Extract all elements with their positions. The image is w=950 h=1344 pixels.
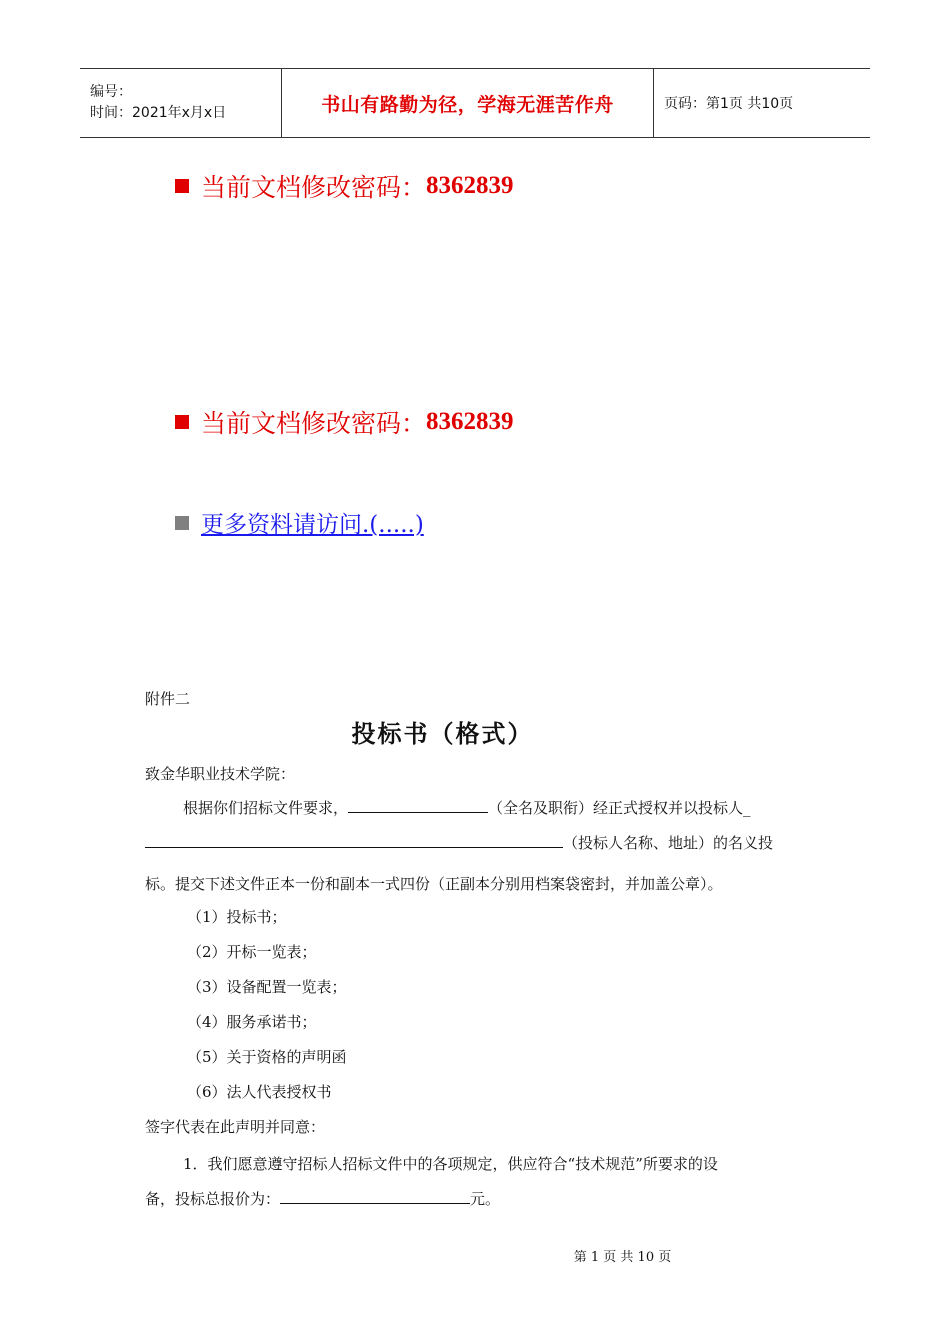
more-resources-line <box>175 506 424 539</box>
password-value: 8362839 <box>426 172 514 199</box>
clause1-text-b: 备，投标总报价为： <box>145 1190 281 1208</box>
clause-1-line-1: 1．我们愿意遵守招标人招标文件中的各项规定，供应符合“技术规范”所要求的设 <box>183 1155 718 1173</box>
paragraph-1-line-2 <box>145 832 773 853</box>
clause1-text-c: 元。 <box>470 1190 501 1208</box>
more-resources-link[interactable]: 更多资料请访问.(.....) <box>201 512 424 538</box>
list-item: （1）投标书； <box>187 908 287 926</box>
doc-number-label: 编号： <box>90 84 132 100</box>
clause-1-line-2 <box>145 1188 500 1209</box>
bidder-blank[interactable] <box>145 833 563 848</box>
name-blank[interactable] <box>348 798 488 813</box>
password-value: 8362839 <box>426 408 514 435</box>
password-prefix: 当前文档修改密码： <box>201 409 427 438</box>
doc-date-label: 时间：2021年x月x日 <box>90 105 227 121</box>
list-item: （3）设备配置一览表； <box>187 978 347 996</box>
attachment-label: 附件二 <box>145 690 191 708</box>
para1-text-a: 根据你们招标文件要求， <box>183 799 349 817</box>
list-item: （5）关于资格的声明函 <box>187 1048 347 1066</box>
red-square-bullet-icon <box>175 415 189 429</box>
motto-text: 书山有路勤为径，学海无涯苦作舟 <box>321 93 614 116</box>
paragraph-1-line-1 <box>183 797 751 818</box>
password-notice-2 <box>175 404 514 440</box>
list-item: （2）开标一览表； <box>187 943 317 961</box>
paragraph-1-line-3: 标。提交下述文件正本一份和副本一式四份（正副本分别用档案袋密封，并加盖公章）。 <box>145 875 723 893</box>
document-title: 投标书（格式） <box>351 719 534 748</box>
password-prefix: 当前文档修改密码： <box>201 173 427 202</box>
price-blank[interactable] <box>280 1189 470 1204</box>
page-info-text: 页码：第1页 共10页 <box>664 96 794 112</box>
header-page-info <box>654 69 870 137</box>
header-motto <box>282 69 654 137</box>
list-item: （6）法人代表授权书 <box>187 1083 332 1101</box>
list-item: （4）服务承诺书； <box>187 1013 317 1031</box>
page-footer: 第 1 页 共 10 页 <box>573 1250 672 1265</box>
para1-text-c: （投标人名称、地址）的名义投 <box>563 834 774 852</box>
sign-statement: 签字代表在此声明并同意： <box>145 1118 326 1136</box>
addressee: 致金华职业技术学院： <box>145 765 296 783</box>
password-notice-1 <box>175 168 514 204</box>
header-meta <box>80 69 282 137</box>
red-square-bullet-icon <box>175 179 189 193</box>
gray-square-bullet-icon <box>175 516 189 530</box>
para1-text-b: （全名及职衔）经正式授权并以投标人_ <box>488 799 751 817</box>
page-header <box>80 68 870 138</box>
